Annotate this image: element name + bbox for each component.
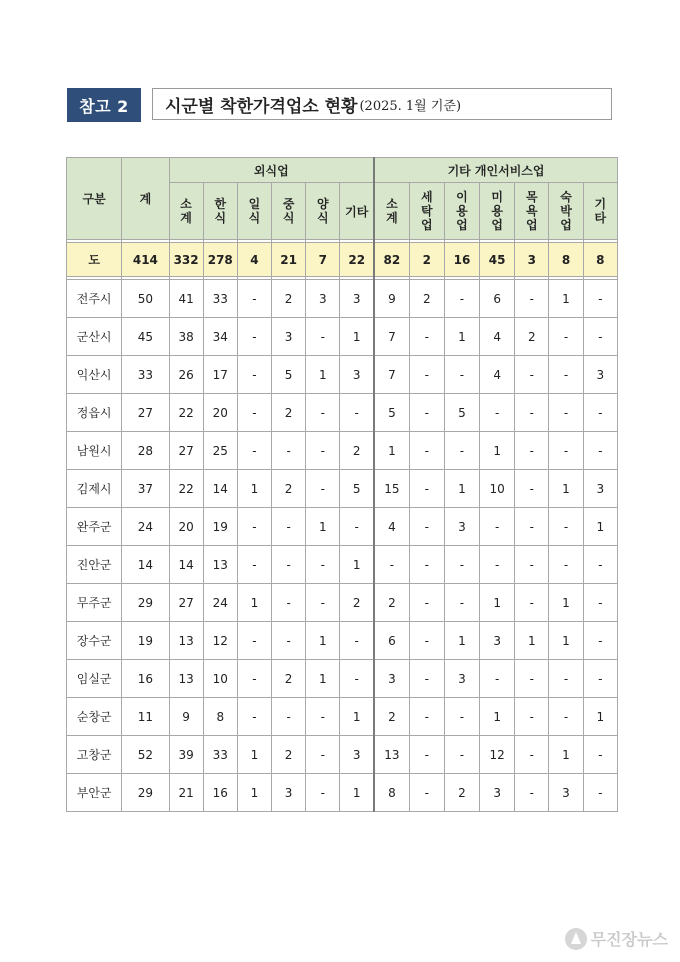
region-cell: 순창군	[67, 698, 122, 736]
count-cell: 19	[203, 508, 237, 546]
count-cell: 3	[444, 508, 479, 546]
count-cell: -	[515, 736, 549, 774]
count-cell: -	[583, 660, 617, 698]
header-food-col-label: 한식	[214, 197, 227, 225]
count-cell: -	[272, 508, 306, 546]
count-cell: 5	[444, 394, 479, 432]
count-cell: 1	[237, 774, 271, 812]
count-cell: -	[515, 508, 549, 546]
header-service-col-label: 이용업	[456, 190, 468, 232]
region-cell: 고창군	[67, 736, 122, 774]
count-cell: 1	[515, 622, 549, 660]
count-cell: 45	[480, 243, 515, 277]
count-cell: 33	[122, 356, 169, 394]
count-cell: 8	[583, 243, 617, 277]
count-cell: 16	[444, 243, 479, 277]
count-cell: 2	[340, 432, 374, 470]
region-cell: 부안군	[67, 774, 122, 812]
count-cell: -	[583, 432, 617, 470]
count-cell: -	[583, 774, 617, 812]
count-cell: 50	[122, 280, 169, 318]
header-service-col	[374, 183, 409, 240]
count-cell: 29	[122, 774, 169, 812]
region-cell: 완주군	[67, 508, 122, 546]
header-food-col	[340, 183, 374, 240]
count-cell: 16	[203, 774, 237, 812]
count-cell: 9	[169, 698, 203, 736]
table-row	[67, 432, 618, 470]
count-cell: 1	[306, 660, 340, 698]
count-cell: 33	[203, 280, 237, 318]
count-cell: 41	[169, 280, 203, 318]
count-cell: 3	[272, 774, 306, 812]
header-service-col	[480, 183, 515, 240]
watermark-text: 무진장뉴스	[590, 930, 668, 949]
count-cell: 22	[340, 243, 374, 277]
region-cell: 장수군	[67, 622, 122, 660]
region-cell: 익산시	[67, 356, 122, 394]
count-cell: 20	[203, 394, 237, 432]
count-cell: 13	[169, 660, 203, 698]
page-title: 시군별 착한가격업소 현황	[165, 96, 358, 117]
count-cell: 21	[272, 243, 306, 277]
header-group-service: 기타 개인서비스업	[374, 158, 617, 183]
count-cell: 1	[340, 774, 374, 812]
count-cell: -	[583, 622, 617, 660]
total-row	[67, 243, 618, 277]
count-cell: -	[444, 546, 479, 584]
count-cell: 1	[444, 318, 479, 356]
count-cell: 82	[374, 243, 409, 277]
count-cell: 45	[122, 318, 169, 356]
title-box	[152, 88, 612, 120]
count-cell: -	[237, 546, 271, 584]
count-cell: -	[444, 736, 479, 774]
count-cell: 52	[122, 736, 169, 774]
count-cell: 2	[272, 470, 306, 508]
count-cell: 13	[169, 622, 203, 660]
count-cell: 4	[480, 318, 515, 356]
count-cell: 12	[203, 622, 237, 660]
count-cell: -	[549, 356, 583, 394]
count-cell: 7	[374, 356, 409, 394]
count-cell: 1	[583, 508, 617, 546]
count-cell: -	[272, 546, 306, 584]
header-service-col	[515, 183, 549, 240]
count-cell: 4	[480, 356, 515, 394]
count-cell: 27	[122, 394, 169, 432]
count-cell: -	[237, 660, 271, 698]
table-row	[67, 622, 618, 660]
count-cell: 14	[122, 546, 169, 584]
count-cell: 3	[515, 243, 549, 277]
business-status-table	[66, 157, 618, 812]
count-cell: -	[444, 356, 479, 394]
count-cell: -	[549, 508, 583, 546]
count-cell: 7	[306, 243, 340, 277]
count-cell: -	[444, 698, 479, 736]
count-cell: 1	[549, 280, 583, 318]
count-cell: -	[515, 470, 549, 508]
region-cell: 김제시	[67, 470, 122, 508]
count-cell: -	[583, 584, 617, 622]
count-cell: 21	[169, 774, 203, 812]
count-cell: 1	[306, 356, 340, 394]
count-cell: 22	[169, 470, 203, 508]
count-cell: -	[549, 394, 583, 432]
count-cell: 39	[169, 736, 203, 774]
count-cell: -	[515, 660, 549, 698]
count-cell: 6	[374, 622, 409, 660]
count-cell: -	[340, 508, 374, 546]
count-cell: -	[237, 432, 271, 470]
header-service-col-label: 목욕업	[526, 190, 538, 232]
region-cell: 도	[67, 243, 122, 277]
count-cell: -	[515, 584, 549, 622]
count-cell: 14	[169, 546, 203, 584]
count-cell: -	[306, 584, 340, 622]
count-cell: 5	[374, 394, 409, 432]
table-row	[67, 584, 618, 622]
count-cell: 1	[340, 318, 374, 356]
count-cell: -	[409, 508, 444, 546]
count-cell: 26	[169, 356, 203, 394]
count-cell: -	[237, 394, 271, 432]
region-cell: 전주시	[67, 280, 122, 318]
table-row	[67, 698, 618, 736]
table-row	[67, 774, 618, 812]
header-region: 구분	[67, 158, 122, 240]
count-cell: 25	[203, 432, 237, 470]
header-service-col-label: 세탁업	[421, 190, 433, 232]
count-cell: 3	[340, 736, 374, 774]
count-cell: 3	[272, 318, 306, 356]
count-cell: -	[306, 736, 340, 774]
header-service-col-label: 소계	[386, 197, 398, 225]
header-food-col-label: 기타	[345, 204, 369, 219]
table-row	[67, 280, 618, 318]
count-cell: 1	[480, 698, 515, 736]
count-cell: -	[549, 660, 583, 698]
count-cell: -	[306, 546, 340, 584]
table-row	[67, 546, 618, 584]
count-cell: -	[409, 356, 444, 394]
count-cell: -	[444, 432, 479, 470]
header-food-col-label: 일식	[248, 197, 261, 225]
count-cell: 3	[306, 280, 340, 318]
count-cell: -	[272, 584, 306, 622]
count-cell: -	[480, 660, 515, 698]
reference-badge: 참고 2	[67, 88, 141, 122]
count-cell: 2	[374, 584, 409, 622]
count-cell: 17	[203, 356, 237, 394]
count-cell: 3	[340, 356, 374, 394]
count-cell: 24	[203, 584, 237, 622]
table-row	[67, 736, 618, 774]
count-cell: -	[306, 774, 340, 812]
count-cell: 3	[374, 660, 409, 698]
count-cell: -	[515, 546, 549, 584]
count-cell: -	[409, 318, 444, 356]
count-cell: -	[409, 584, 444, 622]
count-cell: 5	[340, 470, 374, 508]
count-cell: 3	[340, 280, 374, 318]
count-cell: -	[583, 394, 617, 432]
header-service-col	[583, 183, 617, 240]
count-cell: -	[237, 280, 271, 318]
region-cell: 임실군	[67, 660, 122, 698]
count-cell: 1	[480, 432, 515, 470]
count-cell: 1	[306, 508, 340, 546]
count-cell: -	[549, 698, 583, 736]
count-cell: 1	[374, 432, 409, 470]
count-cell: -	[340, 660, 374, 698]
count-cell: 22	[169, 394, 203, 432]
count-cell: 13	[203, 546, 237, 584]
count-cell: 10	[480, 470, 515, 508]
table-row	[67, 660, 618, 698]
region-cell: 군산시	[67, 318, 122, 356]
count-cell: 10	[203, 660, 237, 698]
count-cell: 332	[169, 243, 203, 277]
header-service-col	[409, 183, 444, 240]
count-cell: 33	[203, 736, 237, 774]
watermark	[565, 927, 668, 950]
count-cell: -	[409, 774, 444, 812]
count-cell: 19	[122, 622, 169, 660]
count-cell: -	[409, 470, 444, 508]
count-cell: 6	[480, 280, 515, 318]
count-cell: 1	[237, 736, 271, 774]
count-cell: -	[237, 356, 271, 394]
count-cell: -	[237, 318, 271, 356]
count-cell: -	[237, 698, 271, 736]
count-cell: 14	[203, 470, 237, 508]
count-cell: 4	[237, 243, 271, 277]
count-cell: -	[549, 546, 583, 584]
count-cell: 2	[272, 394, 306, 432]
count-cell: 2	[272, 660, 306, 698]
count-cell: -	[409, 432, 444, 470]
count-cell: -	[306, 698, 340, 736]
count-cell: 2	[340, 584, 374, 622]
count-cell: 1	[340, 698, 374, 736]
header-service-col	[444, 183, 479, 240]
count-cell: 1	[444, 622, 479, 660]
header-service-col	[549, 183, 583, 240]
count-cell: 2	[374, 698, 409, 736]
table-row	[67, 508, 618, 546]
count-cell: 1	[340, 546, 374, 584]
header-food-col-label: 양식	[316, 197, 329, 225]
count-cell: -	[409, 546, 444, 584]
count-cell: -	[272, 698, 306, 736]
count-cell: -	[515, 774, 549, 812]
count-cell: -	[340, 394, 374, 432]
count-cell: -	[583, 280, 617, 318]
count-cell: -	[306, 470, 340, 508]
count-cell: 1	[549, 622, 583, 660]
count-cell: 24	[122, 508, 169, 546]
count-cell: 8	[203, 698, 237, 736]
count-cell: 37	[122, 470, 169, 508]
count-cell: 27	[169, 432, 203, 470]
count-cell: -	[515, 432, 549, 470]
header-service-col-label: 기타	[594, 197, 607, 225]
count-cell: -	[409, 698, 444, 736]
count-cell: -	[237, 508, 271, 546]
count-cell: 12	[480, 736, 515, 774]
count-cell: 38	[169, 318, 203, 356]
count-cell: 13	[374, 736, 409, 774]
count-cell: -	[515, 698, 549, 736]
header-service-col-label: 미용업	[491, 190, 503, 232]
count-cell: 2	[515, 318, 549, 356]
region-cell: 무주군	[67, 584, 122, 622]
header-food-col-label: 중식	[282, 197, 295, 225]
count-cell: 3	[549, 774, 583, 812]
header-food-col	[169, 183, 203, 240]
count-cell: -	[340, 622, 374, 660]
count-cell: 1	[237, 470, 271, 508]
count-cell: 16	[122, 660, 169, 698]
count-cell: 15	[374, 470, 409, 508]
count-cell: 8	[549, 243, 583, 277]
count-cell: 3	[480, 622, 515, 660]
page-subtitle: (2025. 1월 기준)	[359, 98, 462, 114]
count-cell: 20	[169, 508, 203, 546]
count-cell: 1	[444, 470, 479, 508]
header-total: 계	[122, 158, 169, 240]
count-cell: -	[272, 622, 306, 660]
count-cell: 7	[374, 318, 409, 356]
page-header	[67, 88, 612, 122]
count-cell: 2	[272, 280, 306, 318]
count-cell: -	[409, 736, 444, 774]
count-cell: 28	[122, 432, 169, 470]
count-cell: 1	[549, 736, 583, 774]
count-cell: 29	[122, 584, 169, 622]
table-row	[67, 356, 618, 394]
count-cell: 1	[549, 584, 583, 622]
count-cell: 1	[583, 698, 617, 736]
region-cell: 진안군	[67, 546, 122, 584]
count-cell: 5	[272, 356, 306, 394]
count-cell: 2	[444, 774, 479, 812]
count-cell: -	[272, 432, 306, 470]
count-cell: -	[480, 508, 515, 546]
region-cell: 남원시	[67, 432, 122, 470]
count-cell: 3	[444, 660, 479, 698]
count-cell: -	[480, 394, 515, 432]
count-cell: -	[480, 546, 515, 584]
count-cell: -	[374, 546, 409, 584]
header-food-col	[237, 183, 271, 240]
count-cell: 3	[583, 470, 617, 508]
count-cell: -	[409, 660, 444, 698]
count-cell: 3	[480, 774, 515, 812]
count-cell: 8	[374, 774, 409, 812]
count-cell: -	[583, 546, 617, 584]
count-cell: -	[444, 280, 479, 318]
count-cell: -	[549, 432, 583, 470]
header-food-col	[203, 183, 237, 240]
count-cell: -	[306, 432, 340, 470]
count-cell: -	[306, 394, 340, 432]
count-cell: -	[515, 280, 549, 318]
count-cell: -	[409, 394, 444, 432]
region-cell: 정읍시	[67, 394, 122, 432]
count-cell: -	[515, 394, 549, 432]
table-row	[67, 470, 618, 508]
count-cell: -	[306, 318, 340, 356]
count-cell: 27	[169, 584, 203, 622]
count-cell: 1	[480, 584, 515, 622]
count-cell: 34	[203, 318, 237, 356]
count-cell: 9	[374, 280, 409, 318]
header-food-col-label: 소계	[180, 197, 192, 225]
count-cell: 278	[203, 243, 237, 277]
table-row	[67, 318, 618, 356]
count-cell: 4	[374, 508, 409, 546]
count-cell: 1	[237, 584, 271, 622]
count-cell: 3	[583, 356, 617, 394]
header-food-col	[272, 183, 306, 240]
table-row	[67, 394, 618, 432]
count-cell: -	[237, 622, 271, 660]
count-cell: -	[583, 318, 617, 356]
count-cell: 2	[409, 280, 444, 318]
count-cell: -	[515, 356, 549, 394]
count-cell: -	[409, 622, 444, 660]
count-cell: 2	[272, 736, 306, 774]
count-cell: 2	[409, 243, 444, 277]
count-cell: -	[444, 584, 479, 622]
header-food-col	[306, 183, 340, 240]
count-cell: 414	[122, 243, 169, 277]
count-cell: 1	[306, 622, 340, 660]
count-cell: -	[549, 318, 583, 356]
mountain-logo-icon	[565, 928, 587, 950]
count-cell: 1	[549, 470, 583, 508]
count-cell: 11	[122, 698, 169, 736]
count-cell: -	[583, 736, 617, 774]
header-service-col-label: 숙박업	[560, 190, 572, 232]
header-group-food: 외식업	[169, 158, 374, 183]
